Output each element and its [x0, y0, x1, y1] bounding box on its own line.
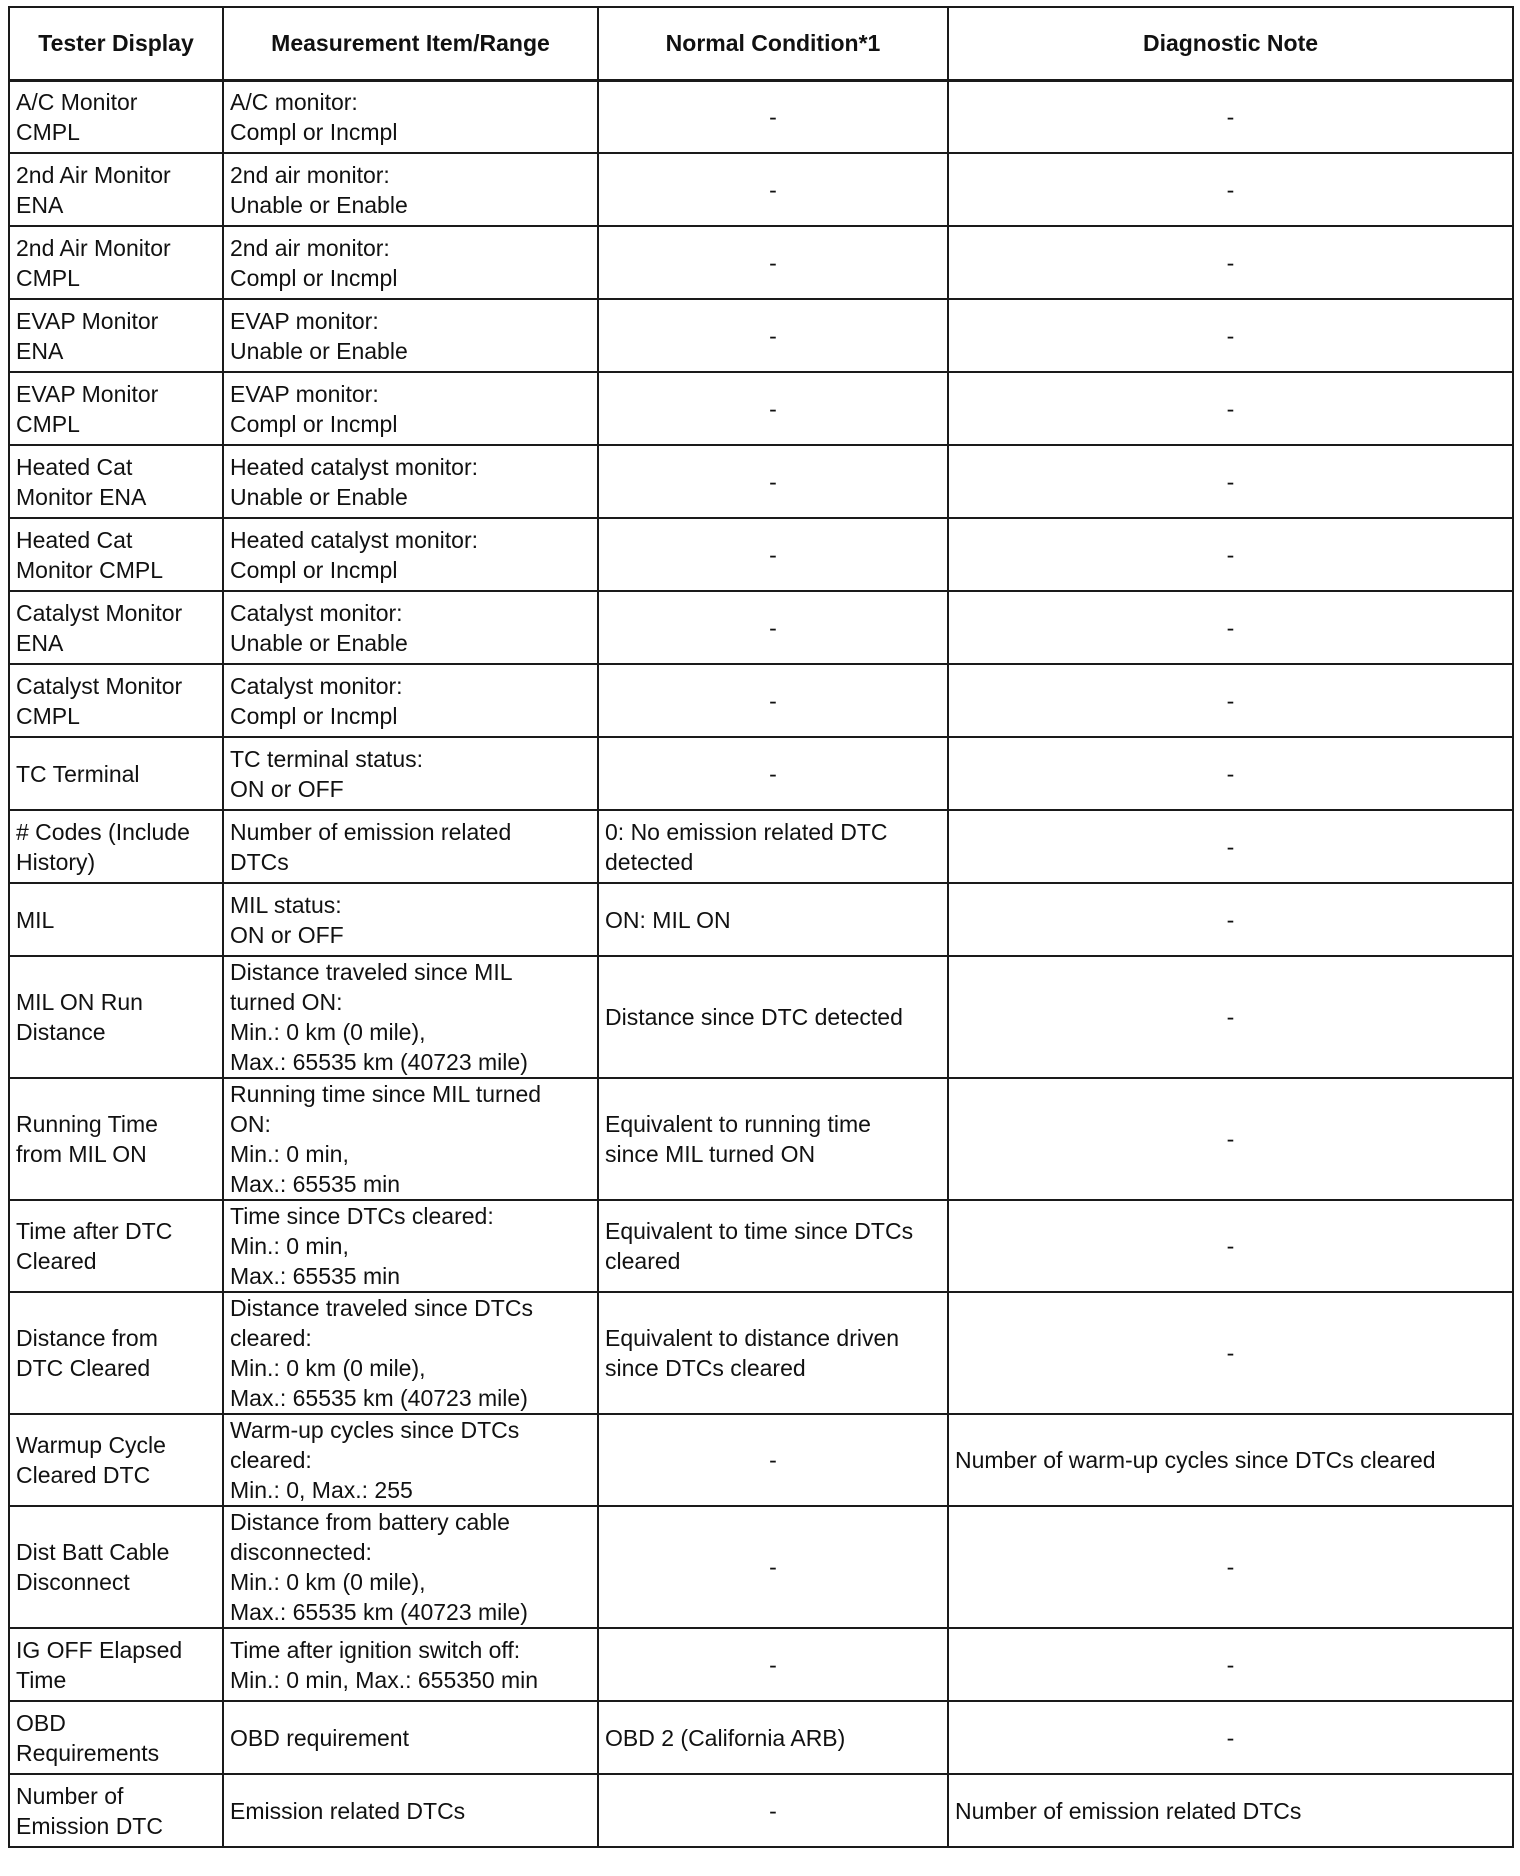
cell-measurement: Running time since MIL turned ON: Min.: 0 min, Max.: 65535 min — [223, 1078, 598, 1200]
cell-tester-display: EVAP Monitor CMPL — [9, 372, 223, 445]
cell-tester-display: Dist Batt Cable Disconnect — [9, 1506, 223, 1628]
cell-diagnostic-note: - — [948, 1701, 1513, 1774]
cell-measurement: EVAP monitor: Compl or Incmpl — [223, 372, 598, 445]
cell-normal-condition: - — [598, 1506, 948, 1628]
cell-diagnostic-note: - — [948, 445, 1513, 518]
table-row — [9, 1292, 1513, 1414]
cell-tester-display: Running Time from MIL ON — [9, 1078, 223, 1200]
cell-measurement: Distance traveled since MIL turned ON: Min.: 0 km (0 mile), Max.: 65535 km (40723 mile) — [223, 956, 598, 1078]
table-header — [9, 7, 1513, 80]
cell-tester-display: Number of Emission DTC — [9, 1774, 223, 1847]
header-diagnostic-note: Diagnostic Note — [948, 7, 1513, 80]
cell-tester-display: MIL ON Run Distance — [9, 956, 223, 1078]
table-row — [9, 1414, 1513, 1506]
table-row — [9, 810, 1513, 883]
cell-measurement: Distance traveled since DTCs cleared: Min.: 0 km (0 mile), Max.: 65535 km (40723 mile) — [223, 1292, 598, 1414]
cell-measurement: EVAP monitor: Unable or Enable — [223, 299, 598, 372]
cell-diagnostic-note: - — [948, 299, 1513, 372]
table-row — [9, 737, 1513, 810]
cell-measurement: A/C monitor: Compl or Incmpl — [223, 80, 598, 153]
cell-measurement: Heated catalyst monitor: Compl or Incmpl — [223, 518, 598, 591]
cell-normal-condition: 0: No emission related DTC detected — [598, 810, 948, 883]
cell-normal-condition: - — [598, 226, 948, 299]
cell-normal-condition: - — [598, 1414, 948, 1506]
cell-diagnostic-note: - — [948, 1506, 1513, 1628]
cell-measurement: Time since DTCs cleared: Min.: 0 min, Max.: 65535 min — [223, 1200, 598, 1292]
cell-normal-condition: Equivalent to running time since MIL turned ON — [598, 1078, 948, 1200]
cell-normal-condition: - — [598, 372, 948, 445]
table-row — [9, 591, 1513, 664]
table-row — [9, 445, 1513, 518]
cell-tester-display: Time after DTC Cleared — [9, 1200, 223, 1292]
cell-normal-condition: - — [598, 1774, 948, 1847]
cell-normal-condition: - — [598, 153, 948, 226]
table-row — [9, 883, 1513, 956]
cell-measurement: Number of emission related DTCs — [223, 810, 598, 883]
cell-measurement: TC terminal status: ON or OFF — [223, 737, 598, 810]
cell-normal-condition: - — [598, 80, 948, 153]
cell-measurement: Heated catalyst monitor: Unable or Enable — [223, 445, 598, 518]
cell-tester-display: Catalyst Monitor ENA — [9, 591, 223, 664]
table-row — [9, 1200, 1513, 1292]
table-row — [9, 299, 1513, 372]
table-row — [9, 226, 1513, 299]
cell-tester-display: # Codes (Include History) — [9, 810, 223, 883]
cell-measurement: Catalyst monitor: Unable or Enable — [223, 591, 598, 664]
cell-tester-display: TC Terminal — [9, 737, 223, 810]
data-list-table — [8, 6, 1514, 1848]
cell-normal-condition: - — [598, 664, 948, 737]
cell-diagnostic-note: Number of emission related DTCs — [948, 1774, 1513, 1847]
cell-measurement: Warm-up cycles since DTCs cleared: Min.: 0, Max.: 255 — [223, 1414, 598, 1506]
cell-normal-condition: Equivalent to distance driven since DTCs cleared — [598, 1292, 948, 1414]
table-row — [9, 1506, 1513, 1628]
cell-measurement: Catalyst monitor: Compl or Incmpl — [223, 664, 598, 737]
cell-diagnostic-note: - — [948, 810, 1513, 883]
cell-diagnostic-note: Number of warm-up cycles since DTCs cleared — [948, 1414, 1513, 1506]
table-row — [9, 80, 1513, 153]
cell-measurement: MIL status: ON or OFF — [223, 883, 598, 956]
cell-diagnostic-note: - — [948, 1078, 1513, 1200]
cell-normal-condition: - — [598, 299, 948, 372]
cell-diagnostic-note: - — [948, 1292, 1513, 1414]
cell-tester-display: Heated Cat Monitor CMPL — [9, 518, 223, 591]
header-tester-display: Tester Display — [9, 7, 223, 80]
cell-diagnostic-note: - — [948, 518, 1513, 591]
cell-tester-display: 2nd Air Monitor CMPL — [9, 226, 223, 299]
table-row — [9, 956, 1513, 1078]
cell-tester-display: 2nd Air Monitor ENA — [9, 153, 223, 226]
cell-diagnostic-note: - — [948, 226, 1513, 299]
cell-tester-display: A/C Monitor CMPL — [9, 80, 223, 153]
cell-diagnostic-note: - — [948, 956, 1513, 1078]
cell-normal-condition: - — [598, 737, 948, 810]
header-measurement-item: Measurement Item/Range — [223, 7, 598, 80]
cell-normal-condition: - — [598, 591, 948, 664]
cell-tester-display: Catalyst Monitor CMPL — [9, 664, 223, 737]
cell-measurement: 2nd air monitor: Unable or Enable — [223, 153, 598, 226]
table-row — [9, 1078, 1513, 1200]
cell-diagnostic-note: - — [948, 372, 1513, 445]
cell-normal-condition: OBD 2 (California ARB) — [598, 1701, 948, 1774]
cell-diagnostic-note: - — [948, 80, 1513, 153]
table-row — [9, 372, 1513, 445]
cell-diagnostic-note: - — [948, 591, 1513, 664]
cell-tester-display: OBD Requirements — [9, 1701, 223, 1774]
cell-measurement: Distance from battery cable disconnected: Min.: 0 km (0 mile), Max.: 65535 km (40723 mile) — [223, 1506, 598, 1628]
table-row — [9, 518, 1513, 591]
cell-diagnostic-note: - — [948, 737, 1513, 810]
cell-tester-display: Distance from DTC Cleared — [9, 1292, 223, 1414]
cell-tester-display: Heated Cat Monitor ENA — [9, 445, 223, 518]
cell-tester-display: Warmup Cycle Cleared DTC — [9, 1414, 223, 1506]
header-normal-condition: Normal Condition*1 — [598, 7, 948, 80]
cell-tester-display: IG OFF Elapsed Time — [9, 1628, 223, 1701]
table-body — [9, 80, 1513, 1847]
cell-normal-condition: Equivalent to time since DTCs cleared — [598, 1200, 948, 1292]
cell-diagnostic-note: - — [948, 883, 1513, 956]
cell-normal-condition: - — [598, 445, 948, 518]
cell-diagnostic-note: - — [948, 1200, 1513, 1292]
table-row — [9, 1701, 1513, 1774]
cell-diagnostic-note: - — [948, 664, 1513, 737]
cell-diagnostic-note: - — [948, 153, 1513, 226]
cell-normal-condition: - — [598, 1628, 948, 1701]
table-row — [9, 664, 1513, 737]
cell-measurement: Emission related DTCs — [223, 1774, 598, 1847]
cell-normal-condition: Distance since DTC detected — [598, 956, 948, 1078]
table-row — [9, 153, 1513, 226]
cell-measurement: 2nd air monitor: Compl or Incmpl — [223, 226, 598, 299]
cell-measurement: Time after ignition switch off: Min.: 0 min, Max.: 655350 min — [223, 1628, 598, 1701]
cell-measurement: OBD requirement — [223, 1701, 598, 1774]
cell-tester-display: EVAP Monitor ENA — [9, 299, 223, 372]
cell-normal-condition: ON: MIL ON — [598, 883, 948, 956]
cell-diagnostic-note: - — [948, 1628, 1513, 1701]
cell-normal-condition: - — [598, 518, 948, 591]
table-row — [9, 1628, 1513, 1701]
table-row — [9, 1774, 1513, 1847]
cell-tester-display: MIL — [9, 883, 223, 956]
